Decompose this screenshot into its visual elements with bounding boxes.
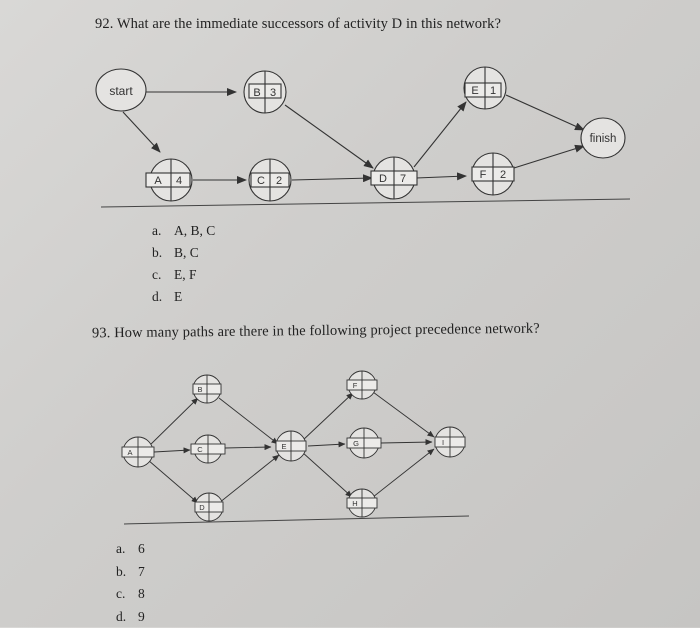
edge-h-i	[373, 449, 434, 497]
activity-node-d	[371, 157, 417, 199]
activity-c-time: 2	[276, 175, 282, 187]
edge-a-b	[148, 398, 198, 447]
activity-b-letter: B	[253, 87, 260, 99]
activity-a-letter: A	[154, 175, 162, 187]
activity-node-c	[249, 159, 291, 201]
q92-divider	[101, 199, 630, 207]
q92-option-a[interactable]: a. A, B, C	[152, 220, 215, 242]
edge-e-h	[302, 452, 352, 497]
activity-c-letter: C	[257, 175, 265, 187]
q92-option-b[interactable]: b. B, C	[152, 242, 215, 264]
q93-option-c[interactable]: c. 8	[116, 583, 145, 606]
activity-d-time: 7	[400, 173, 406, 185]
network-node-c	[191, 435, 225, 463]
edge-g-i	[381, 442, 432, 443]
network-node-f	[347, 371, 377, 399]
q93-answer-options	[116, 538, 145, 628]
activity-node-f	[472, 153, 514, 195]
q92-option-c[interactable]: c. E, F	[152, 264, 215, 286]
network-node-i	[435, 427, 465, 457]
activity-f-letter: F	[480, 169, 487, 181]
node-c-letter: C	[197, 445, 203, 454]
edge-b-e	[219, 398, 278, 444]
activity-f-time: 2	[500, 169, 506, 181]
node-g-letter: G	[353, 439, 359, 448]
q93-option-a[interactable]: a. 6	[116, 538, 145, 561]
node-e-letter: E	[281, 442, 286, 451]
activity-e-time: 1	[490, 85, 496, 97]
activity-d-letter: D	[379, 173, 387, 185]
node-d-letter: D	[199, 503, 205, 512]
activity-b-time: 3	[270, 87, 276, 99]
edge-start-a	[123, 112, 160, 152]
node-b-letter: B	[197, 385, 202, 394]
edge-d-e	[219, 455, 279, 503]
q93-option-b[interactable]: b. 7	[116, 561, 145, 584]
edge-e-g	[308, 444, 345, 446]
activity-e-letter: E	[471, 85, 478, 97]
activity-a-time: 4	[176, 175, 182, 187]
activity-node-a	[146, 159, 192, 201]
edge-d-f	[416, 176, 466, 178]
q92-option-d[interactable]: d. E	[152, 286, 215, 308]
edge-d-e	[414, 102, 466, 167]
edge-c-d	[292, 178, 372, 180]
question-92-text: 92. What are the immediate successors of activity D in this network?	[95, 16, 501, 33]
node-h-letter: H	[352, 499, 357, 508]
edge-c-e	[225, 447, 271, 448]
node-i-letter: I	[442, 438, 444, 447]
edge-e-finish	[506, 95, 584, 130]
q93-option-d[interactable]: d. 9	[116, 606, 145, 628]
edge-a-d	[148, 460, 198, 503]
node-f-letter: F	[353, 381, 358, 390]
q93-divider	[124, 516, 469, 524]
edge-b-d	[285, 105, 373, 168]
finish-label: finish	[590, 133, 617, 145]
edge-e-f	[302, 393, 353, 441]
node-a-letter: A	[127, 448, 132, 457]
edge-f-finish	[514, 146, 584, 168]
question-93-text: 93. How many paths are there in the following project precedence network?	[92, 321, 540, 343]
q93-network	[122, 371, 465, 521]
edge-a-c	[154, 450, 190, 452]
edge-f-i	[373, 392, 434, 437]
activity-node-e	[464, 67, 506, 109]
q92-answer-options	[152, 220, 215, 308]
start-label: start	[109, 84, 133, 98]
activity-node-b	[244, 71, 286, 113]
